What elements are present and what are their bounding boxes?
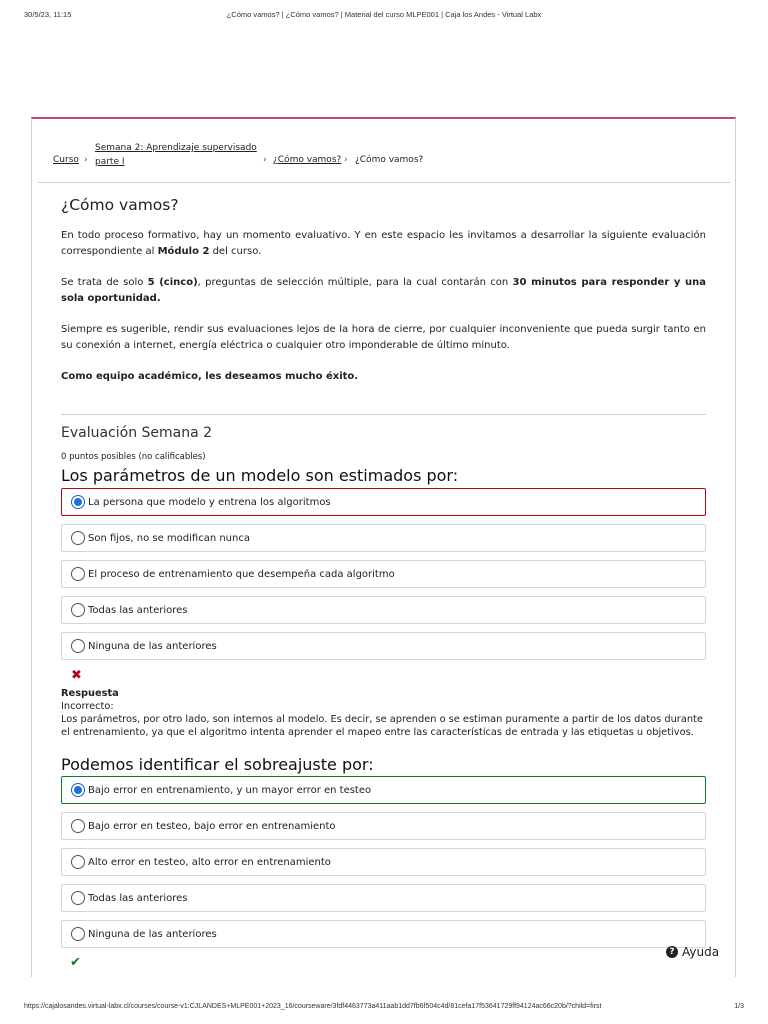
q2-option-3[interactable] bbox=[61, 848, 706, 876]
option-label: Ninguna de las anteriores bbox=[88, 928, 217, 940]
breadcrumb-divider bbox=[38, 182, 730, 183]
breadcrumb-separator: › bbox=[344, 155, 348, 165]
print-url: https://cajalosandes.virtual-labx.cl/courses/course-v1:CJLANDES+MLPE001+2023_16/courseware/3fdf4463773a411aab1dd7fb6f504c4d/81cefa17f53641729ff94124ac66c20b/?child=first bbox=[24, 1003, 602, 1010]
option-label: Alto error en testeo, alto error en entrenamiento bbox=[88, 856, 331, 868]
breadcrumb-separator: › bbox=[84, 155, 88, 165]
q2-option-1[interactable] bbox=[61, 776, 706, 804]
q1-option-3[interactable] bbox=[61, 560, 706, 588]
radio-icon[interactable] bbox=[71, 927, 85, 941]
intro-paragraph: Siempre es sugerible, rendir sus evaluaciones lejos de la hora de cierre, por cualquier inconveniente que pueda surgir tanto en su conexión a internet, energía eléctrica o cualquier otro imponderable de último minuto. bbox=[61, 324, 706, 351]
unit-content bbox=[61, 196, 706, 385]
intro-paragraph bbox=[61, 275, 706, 307]
q1-option-2[interactable] bbox=[61, 524, 706, 552]
print-datetime: 30/5/23, 11:15 bbox=[24, 10, 72, 19]
correct-check-icon: ✔ bbox=[70, 955, 81, 970]
intro-text: , preguntas de selección múltiple, para la cual contarán con bbox=[197, 277, 513, 288]
intro-bold: Módulo 2 bbox=[157, 246, 210, 257]
radio-icon[interactable] bbox=[71, 531, 85, 545]
radio-selected-icon[interactable] bbox=[71, 783, 85, 797]
unit-title: ¿Cómo vamos? bbox=[61, 196, 179, 214]
question-circle-icon: ? bbox=[666, 946, 678, 958]
help-button[interactable] bbox=[666, 945, 719, 959]
unit-intro bbox=[61, 228, 706, 385]
question-2-title: Podemos identificar el sobreajuste por: bbox=[61, 755, 374, 774]
help-label: Ayuda bbox=[682, 945, 720, 959]
q1-option-1[interactable] bbox=[61, 488, 706, 516]
intro-bold: Como equipo académico, les deseamos mucho éxito. bbox=[61, 371, 359, 382]
intro-text: Se trata de solo bbox=[61, 277, 148, 288]
breadcrumb-course-link[interactable]: Curso bbox=[53, 155, 79, 165]
option-label: Todas las anteriores bbox=[88, 892, 188, 904]
points-possible: 0 puntos posibles (no calificables) bbox=[61, 452, 206, 462]
radio-icon[interactable] bbox=[71, 891, 85, 905]
intro-bold: 30 minutos para responder y una sola oportunidad. bbox=[61, 277, 706, 304]
question-1-title: Los parámetros de un modelo son estimados por: bbox=[61, 466, 459, 485]
answer-label: Respuesta bbox=[61, 688, 119, 699]
option-label: Ninguna de las anteriores bbox=[88, 640, 217, 652]
q1-answer-feedback bbox=[61, 687, 706, 739]
answer-explanation: Los parámetros, por otro lado, son internos al modelo. Es decir, se aprenden o se estiman puramente a partir de los datos durante el entrenamiento, ya que el algoritmo intenta aprender el mapeo entre las características de entrada y las etiquetas u objetivos. bbox=[61, 714, 703, 738]
option-label: Son fijos, no se modifican nunca bbox=[88, 532, 250, 544]
radio-icon[interactable] bbox=[71, 603, 85, 617]
radio-selected-icon[interactable] bbox=[71, 495, 85, 509]
intro-text: En todo proceso formativo, hay un momento evaluativo. Y en este espacio les invitamos a desarrollar la siguiente evaluación correspondiente al bbox=[61, 230, 706, 257]
radio-icon[interactable] bbox=[71, 855, 85, 869]
section-divider bbox=[61, 414, 706, 415]
intro-closing bbox=[61, 369, 706, 385]
breadcrumb-separator: › bbox=[263, 155, 267, 165]
option-label: Bajo error en entrenamiento, y un mayor error en testeo bbox=[88, 784, 372, 796]
option-label: La persona que modelo y entrena los algoritmos bbox=[88, 496, 331, 508]
radio-icon[interactable] bbox=[71, 639, 85, 653]
option-label: Todas las anteriores bbox=[88, 604, 188, 616]
breadcrumb-current: ¿Cómo vamos? bbox=[355, 155, 424, 165]
q1-option-4[interactable] bbox=[61, 596, 706, 624]
evaluation-title: Evaluación Semana 2 bbox=[61, 425, 213, 441]
option-label: Bajo error en testeo, bajo error en entrenamiento bbox=[88, 820, 336, 832]
breadcrumb-subsection-link[interactable]: ¿Cómo vamos? bbox=[273, 155, 342, 165]
breadcrumb bbox=[53, 140, 733, 170]
print-title: ¿Cómo vamos? | ¿Cómo vamos? | Material del curso MLPE001 | Caja los Andes - Virtual Labx bbox=[226, 10, 542, 19]
incorrect-icon: ✖ bbox=[71, 668, 82, 683]
answer-status: Incorrecto: bbox=[61, 701, 114, 712]
option-label: El proceso de entrenamiento que desempeña cada algoritmo bbox=[88, 568, 395, 580]
q2-option-4[interactable] bbox=[61, 884, 706, 912]
breadcrumb-section-link[interactable]: Semana 2: Aprendizaje supervisado parte I bbox=[95, 143, 257, 167]
q2-option-5[interactable] bbox=[61, 920, 706, 948]
intro-paragraph bbox=[61, 228, 706, 260]
radio-icon[interactable] bbox=[71, 567, 85, 581]
q1-option-5[interactable] bbox=[61, 632, 706, 660]
radio-icon[interactable] bbox=[71, 819, 85, 833]
intro-bold: 5 (cinco) bbox=[147, 277, 198, 288]
print-page-number: 1/3 bbox=[734, 1003, 744, 1010]
intro-text: del curso. bbox=[209, 246, 262, 257]
q2-option-2[interactable] bbox=[61, 812, 706, 840]
